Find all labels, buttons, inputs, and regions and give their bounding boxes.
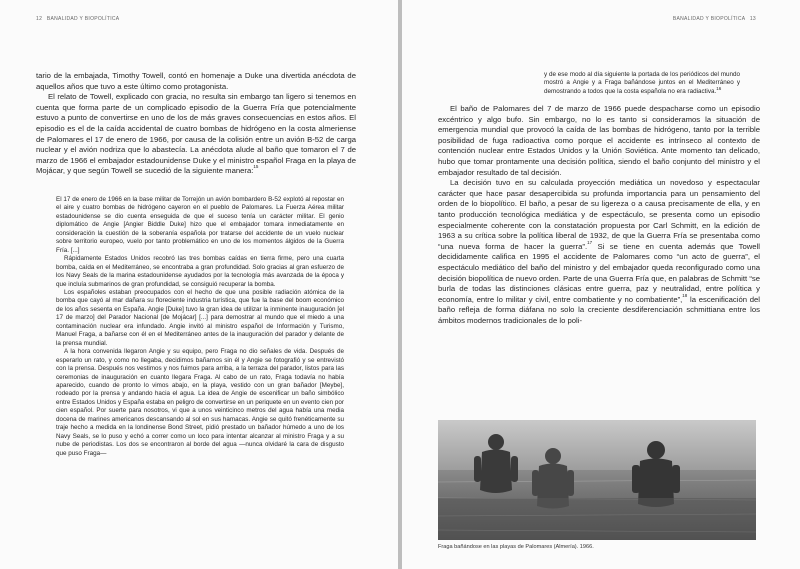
photo-bathers	[438, 420, 756, 540]
body-paragraph-text: El relato de Towell, explicado con gracia, no resulta sin embargo tan ligero si tenemos en cuenta que forma parte de un complicado episodio de la Guerra Fría que potencialmente estuvo a punto de convertirse en uno de los de más graves consecuencias en estos años. El episodio es el de la caída accidental de cuatro bombas de hidrógeno en la costa almeriense de Palomares el 17 de enero de 1966, por causa de la colisión entre un avión B-52 de carga nuclear y el avión nodriza que lo abastecía. La anécdota alude al baño que tomaron el 7 de marzo de 1966 el embajador estadounidense Duke y el ministro español Fraga en la playa de Mojácar, y que según Towell se sucedió de la siguiente manera:	[36, 92, 356, 176]
body-paragraph: tario de la embajada, Timothy Towell, contó en homenaje a Duke una divertida anécdota de aquellos años que tuvo a este último como protagonista.	[36, 71, 356, 91]
left-running-header	[36, 16, 119, 22]
right-page	[402, 0, 800, 569]
quote-paragraph: A la hora convenida llegaron Angie y su equipo, pero Fraga no dio señales de vida. Después de esperarlo un rato, y como no llegaba, decidimos bañarnos sin él y Angie se fotografió y se entrevistó con la prensa. Después nos vestimos y nos fuimos para arriba, a la terraza del parador, listos para las ceremonias de inauguración en cuanto llegara Fraga. Al cabo de un rato, Fraga todavía no había aparecido, cuando de pronto lo vimos abajo, en la playa, vestido con un gran bañador [Meybe], rodeado por la prensa y andando hacia el agua. La idea de Angie de escenificar un baño simbólico entre Estados Unidos y España estaba en peligro de convertirse en un periquete en un evento cien por cien español. Por suerte para nosotros, vi que a unos veinticinco metros del agua había una media docena de marines americanos descansando al sol en sus hamacas. Angie se quitó frenéticamente su traje hecho a medida en la londinense Bond Street, pidió prestado un bañador húmedo a uno de los Navy Seals, se lo puso y echó a correr como un loco para intentar alcanzar al ministro Fraga y a su nube de periodistas. Los dos se encontraron al borde del agua —nunca olvidaré la cara de disgusto que puso Fraga—	[56, 348, 344, 457]
footnote-ref: 17	[587, 239, 593, 245]
footnote-ref: 15	[253, 164, 259, 170]
left-page-number: 12	[36, 16, 43, 22]
right-body-text	[438, 104, 760, 326]
block-quote	[56, 196, 344, 458]
footnote-ref: 16	[716, 85, 722, 91]
left-header-title: BANALIDAD Y BIOPOLÍTICA	[46, 16, 120, 22]
right-page-number: 13	[749, 16, 756, 22]
body-paragraph-text: La decisión tuvo en su calculada proyección mediática un novedoso y espectacular carácter que hace pasar desapercibida su profunda importancia para un pensamiento del orden de lo biopolítico. El baño, a pesar de su ligereza o a causa precisamente de ella, y en tanto producción tecnológica mediática y de espectáculo, se presenta como un episodio especialmente coherente con la constatación propuesta por Carl Schmitt, en la edición de 1963 a su crítica sobre la política liberal de 1932, de que la Guerra Fría se presentaba como “una nueva forma de hacer la guerra”.	[438, 178, 760, 251]
quote-paragraph: Rápidamente Estados Unidos recobró las tres bombas caídas en tierra firme, pero una cuarta bomba, caída en el Mediterráneo, se encontraba a gran profundidad. Solo gracias al gran esfuerzo de los Navy Seals de la marina estadounidense ayudados por la tecnología más avanzada de la época y que incluía submarinos de gran profundidad, se consiguió recuperar la bomba.	[56, 255, 344, 288]
left-body-text	[36, 71, 356, 177]
right-running-header	[673, 16, 756, 22]
footnote-ref: 18	[682, 292, 688, 298]
left-page	[0, 0, 398, 569]
body-paragraph	[36, 92, 356, 177]
quote-paragraph: Los españoles estaban preocupados con el hecho de que una posible radiación atómica de la bomba que cayó al mar dañara su floreciente industria turística, que fue la base del boom económico de los años sesenta en España. Angie [Duke] tuvo la gran idea de utilizar la inminente inauguración [el 17 de marzo] del Parador Nacional [de Mojácar] [...] para demostrar al mundo que el miedo a una contaminación nuclear era infundado. Angie invitó al ministro español de Información y Turismo, Manuel Fraga, a bañarse con él en el Mediterráneo antes de la inauguración del parador y delante de la prensa mundial.	[56, 288, 344, 347]
right-header-title: BANALIDAD Y BIOPOLÍTICA	[672, 16, 746, 22]
quote-paragraph: El 17 de enero de 1966 en la base militar de Torrejón un avión bombardero B-52 explotó al repostar en el aire y cuatro bombas de hidrógeno cayeron en el pueblo de Palomares. La Fuerza Aérea militar estadounidense se dio cuenta enseguida de que el suceso tenía un carácter militar. El genio diplomático de Angie [Angier Biddle Duke] hizo que el embajador tomara inmediatamente en consideración la cuestión de la soberanía española por tratarse del accidente de un vuelo nuclear sobre territorio europeo, vuelo por tanto problemático en uno de los momentos álgidos de la Guerra Fría. [...]	[56, 196, 344, 254]
body-paragraph-text: Si se tiene en cuenta además que Towell decididamente califica en 1995 el accidente de Palomares como “un acto de guerra”, el espectáculo mediático del baño del ministro y del embajador queda reconfigurado como una decisión biopolítica de nuevo orden. Parte de una Guerra Fría que, en palabras de Schmitt “se burla de todas las distinciones clásicas entre guerra, paz y neutralidad, entre política y economía, entre lo militar y civil, entre combatiente y no combatiente”,	[438, 241, 760, 304]
photo-caption: Fraga bañándose en las playas de Palomares (Almería). 1966.	[438, 544, 594, 550]
body-paragraph-text: la escenificación del baño refleja de forma diáfana no solo la creciente desdiferenciación schmittiana entre los ámbitos modernos tradicionales de lo poli-	[438, 294, 761, 325]
body-paragraph: El baño de Palomares del 7 de marzo de 1966 puede despacharse como un episodio excéntrico y algo bufo. Sin embargo, no lo es tanto si consideramos la situación de emergencia mundial que provocó la caída de las bombas de hidrógeno, tanto por la terrible posibilidad de fuga radioactiva como porque el accidente es intrínseco al contexto de contención nuclear entre Estados Unidos y la Unión Soviética. Ante momento tan delicado, hubo que tomar prontamente una decisión política, siendo el baño conjunto del ministro y el embajador resultado de tal decisión.	[438, 104, 760, 177]
continued-quote-text: y de ese modo al día siguiente la portada de los periódicos del mundo mostró a Angie y a Fraga bañándose juntos en el Mediterráneo y demostrando a todos que la costa española no era radiactiva.	[544, 71, 740, 95]
body-paragraph	[438, 178, 760, 326]
continued-quote	[544, 71, 740, 96]
